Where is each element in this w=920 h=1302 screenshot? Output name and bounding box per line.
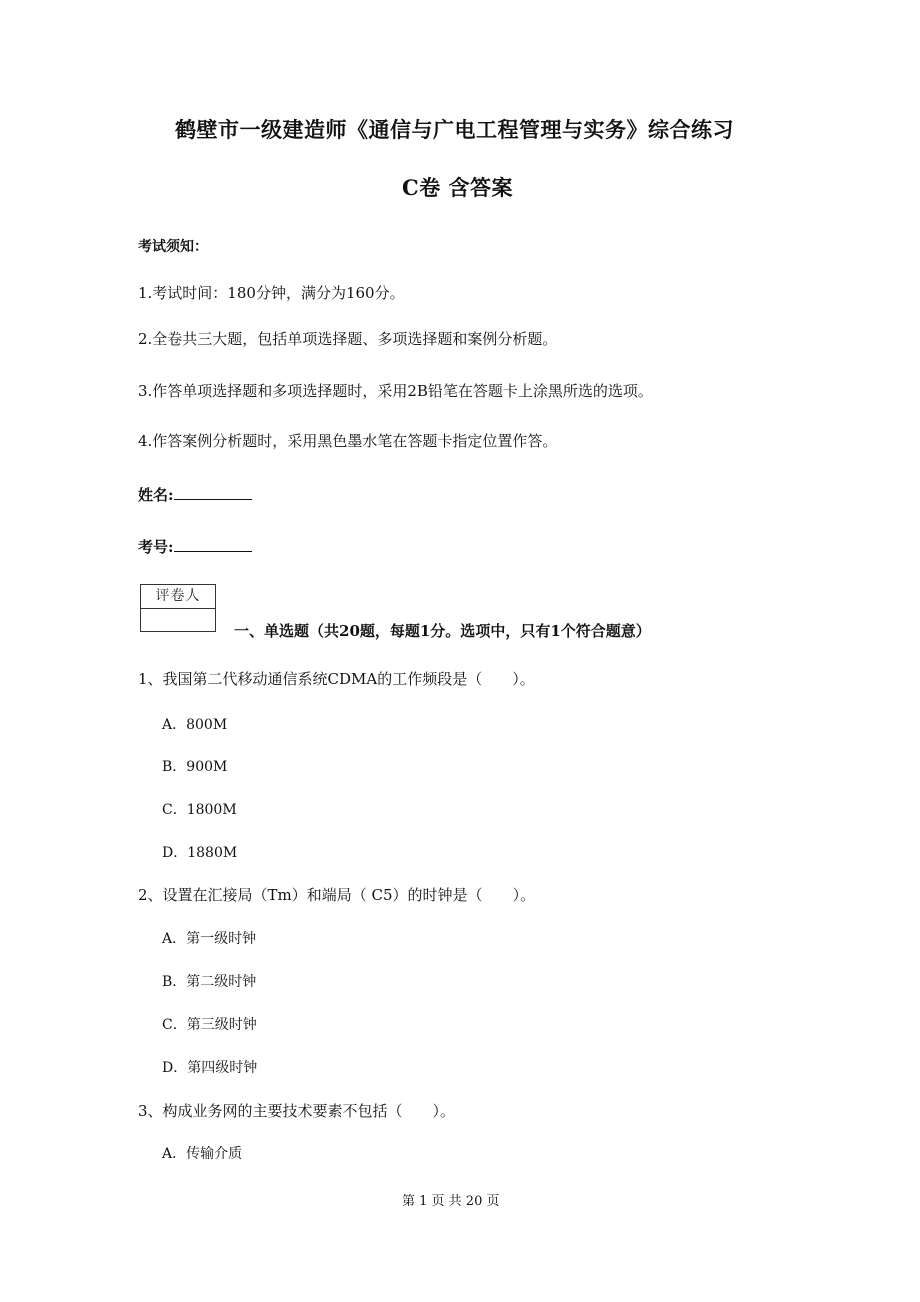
name-label: 姓名:	[138, 486, 174, 504]
question-2-option-b: B．第二级时钟	[162, 974, 257, 990]
notice-heading: 考试须知：	[138, 239, 208, 255]
question-3-option-a: A．传输介质	[162, 1146, 243, 1162]
exam-number-blank-line[interactable]	[174, 537, 252, 552]
question-1-option-b: B．900M	[162, 759, 228, 775]
page-title-line2: C卷 含答案	[402, 175, 514, 200]
question-2-option-a: A．第一级时钟	[162, 931, 257, 947]
name-field[interactable]	[138, 484, 252, 505]
question-1-option-c: C．1800M	[162, 802, 237, 818]
section-heading: 一、单选题（共20题，每题1分。选项中，只有1个符合题意）	[234, 622, 651, 640]
question-2-option-d: D．第四级时钟	[162, 1060, 258, 1076]
notice-item-3: 3.作答单项选择题和多项选择题时，采用2B铅笔在答题卡上涂黑所选的选项。	[138, 382, 653, 400]
exam-number-label: 考号:	[138, 538, 174, 556]
grader-label: 评卷人	[141, 585, 215, 609]
name-blank-line[interactable]	[174, 485, 252, 500]
question-3-stem: 3、构成业务网的主要技术要素不包括（ ）。	[138, 1102, 456, 1120]
notice-item-4: 4.作答案例分析题时，采用黑色墨水笔在答题卡指定位置作答。	[138, 432, 558, 450]
question-1-option-d: D．1880M	[162, 845, 238, 861]
question-2-option-c: C．第三级时钟	[162, 1017, 257, 1033]
question-1-option-a: A．800M	[162, 717, 228, 733]
question-2-stem: 2、设置在汇接局（Tm）和端局（ C5）的时钟是（ ）。	[138, 886, 536, 904]
grader-box	[140, 584, 216, 632]
question-1-stem: 1、我国第二代移动通信系统CDMA的工作频段是（ ）。	[138, 670, 535, 688]
page-footer: 第 1 页 共 20 页	[402, 1194, 500, 1209]
page-title-line1: 鹤壁市一级建造师《通信与广电工程管理与实务》综合练习	[175, 117, 734, 142]
exam-number-field[interactable]	[138, 536, 252, 557]
notice-item-2: 2.全卷共三大题，包括单项选择题、多项选择题和案例分析题。	[138, 330, 558, 348]
notice-item-1: 1.考试时间：180分钟，满分为160分。	[138, 284, 405, 302]
